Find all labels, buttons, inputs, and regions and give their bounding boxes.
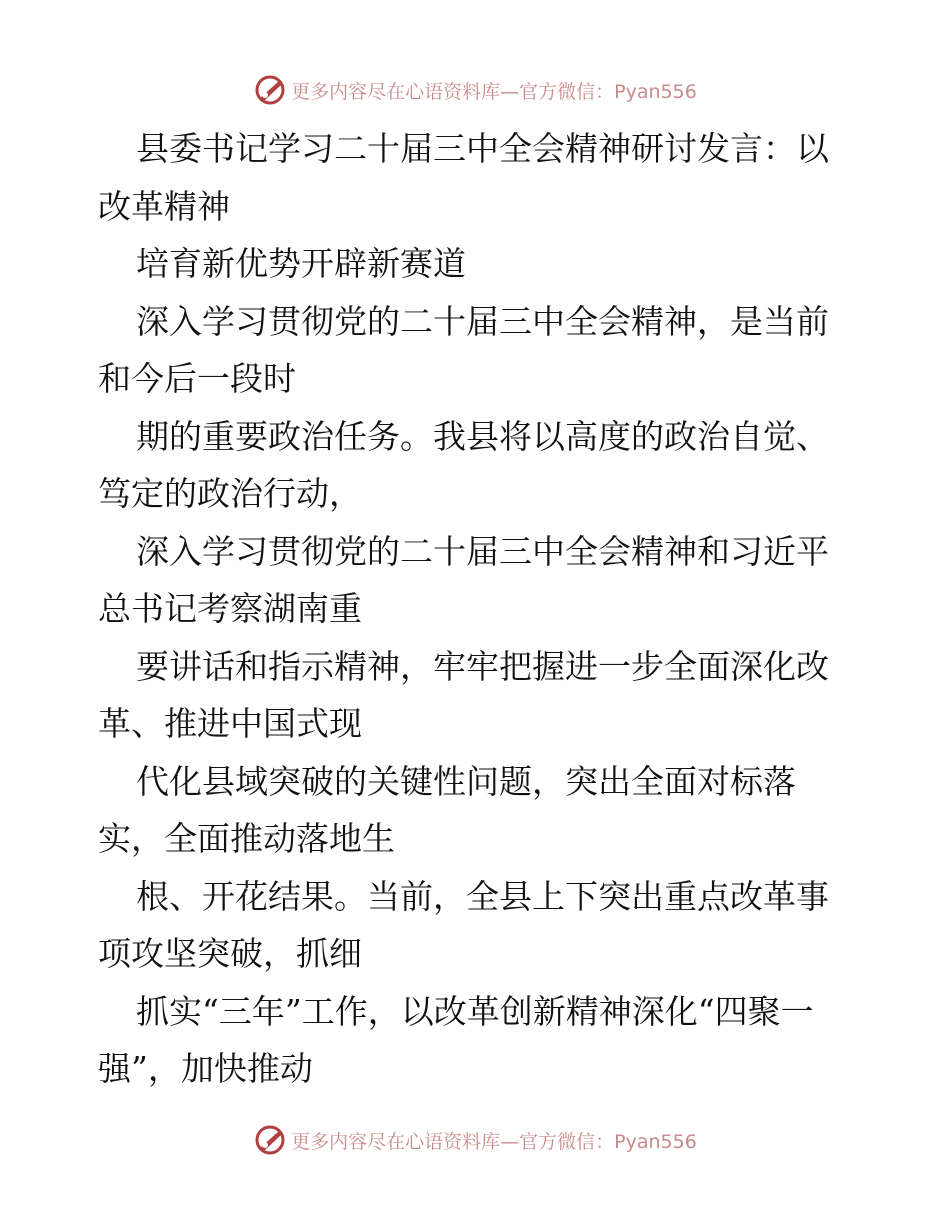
document-body xyxy=(98,120,858,1098)
footer-banner-text: 更多内容尽在心语资料库—官方微信：Pyan556 xyxy=(291,1130,697,1153)
header-banner xyxy=(0,70,950,110)
paragraph-line-6: 要讲话和指示精神，牢牢把握进一步全面深化改革、推进中国式现 xyxy=(98,646,829,743)
header-banner-text: 更多内容尽在心语资料库—官方微信：Pyan556 xyxy=(291,80,697,103)
brush-logo-icon xyxy=(253,1123,287,1157)
paragraph-line-9: 抓实“三年”工作，以改革创新精神深化“四聚一强”，加快推动 xyxy=(98,991,814,1088)
paragraph-line-8: 根、开花结果。当前，全县上下突出重点改革事项攻坚突破，抓细 xyxy=(98,876,829,973)
paragraph-line-7: 代化县域突破的关键性问题，突出全面对标落实，全面推动落地生 xyxy=(98,761,796,858)
brush-logo-icon xyxy=(253,73,287,107)
paragraph-line-1: 县委书记学习二十届三中全会精神研讨发言：以改革精神 xyxy=(98,129,829,226)
footer-banner xyxy=(0,1120,950,1160)
paragraph-line-3: 深入学习贯彻党的二十届三中全会精神，是当前和今后一段时 xyxy=(98,301,829,398)
paragraph-line-5: 深入学习贯彻党的二十届三中全会精神和习近平总书记考察湖南重 xyxy=(98,531,829,628)
paragraph-line-2: 培育新优势开辟新赛道 xyxy=(136,244,466,283)
paragraph-line-4: 期的重要政治任务。我县将以高度的政治自觉、笃定的政治行动， xyxy=(98,416,829,513)
